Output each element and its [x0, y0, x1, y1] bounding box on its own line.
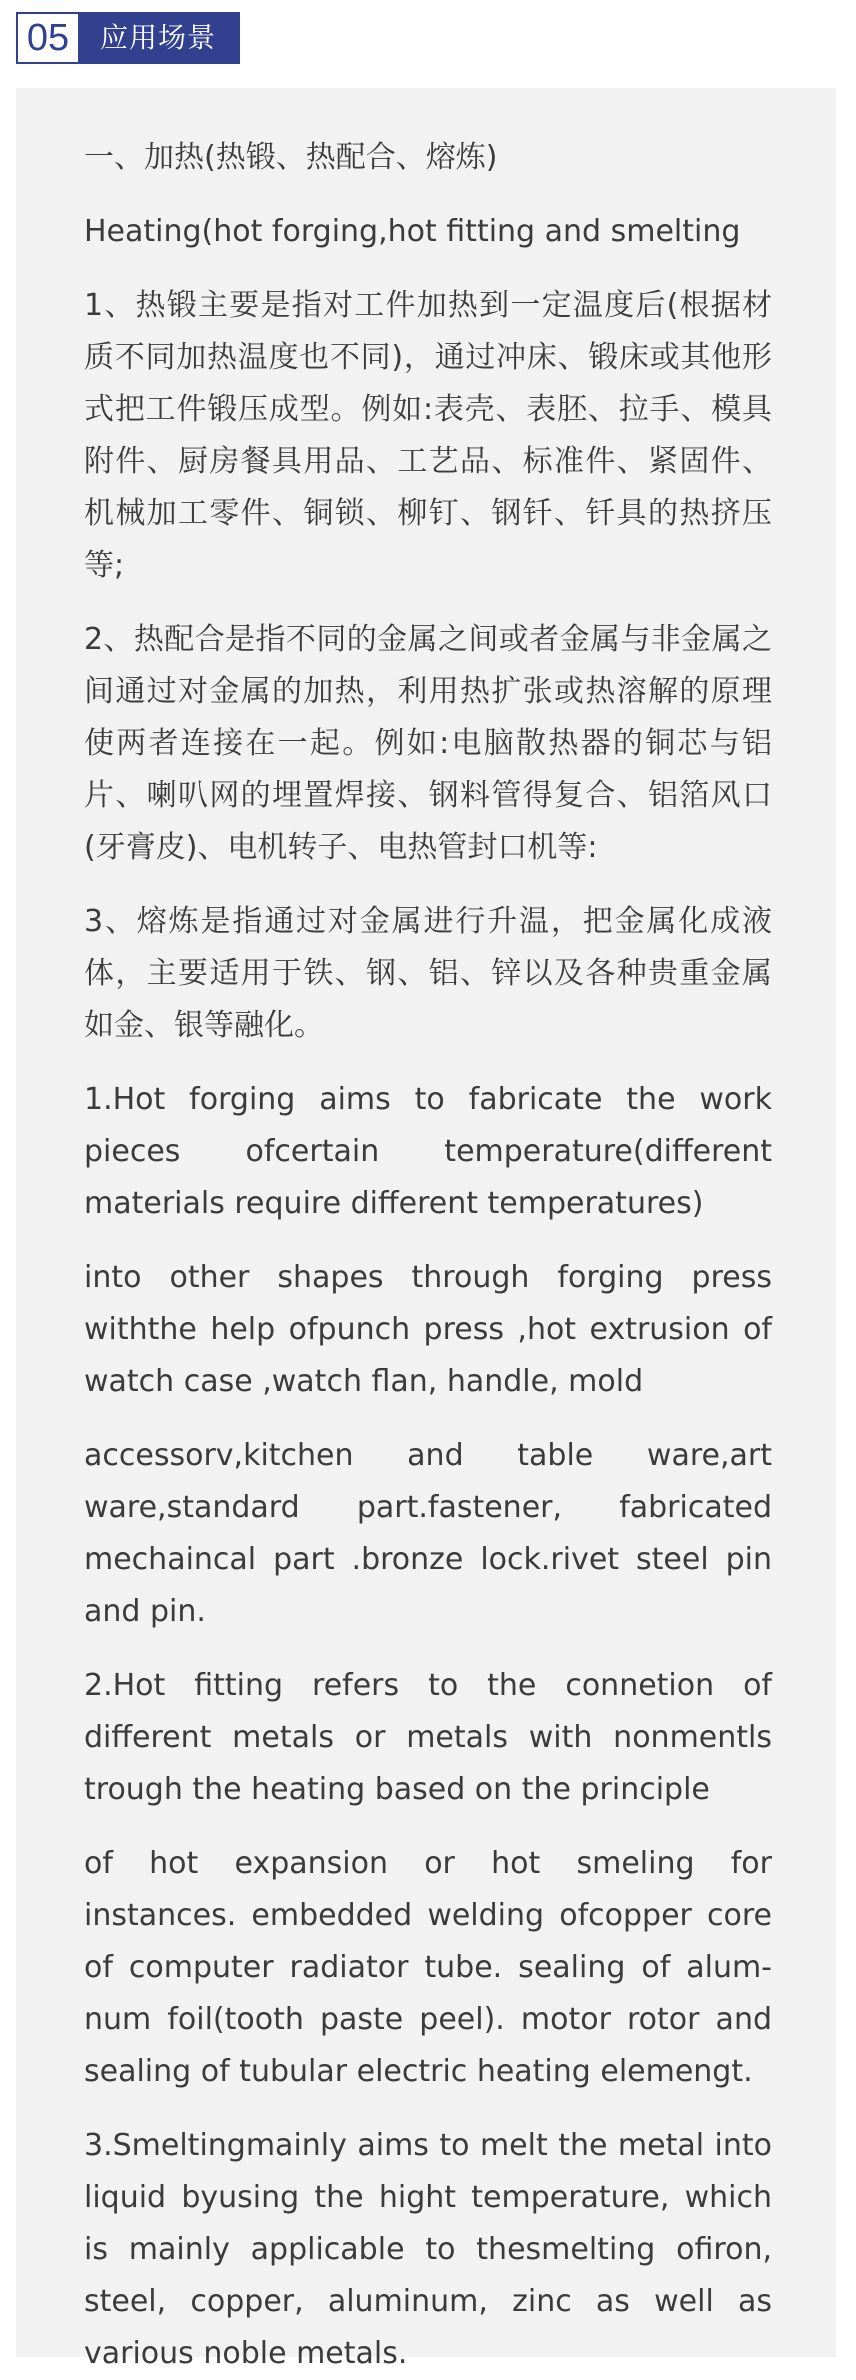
paragraph-hot-fitting-en-1: 2.Hot fitting refers to the connetion of different metals or metals with nonmentls trough the heating based on the principle: [84, 1668, 772, 1807]
paragraph-smelting-en: 3.Smeltingmainly aims to melt the metal into liquid byusing the hight temperature, which is mainly applicable to thesmelting ofiron, steel, copper, aluminum, zinc as well as various noble metals.: [84, 2128, 772, 2371]
content-panel: [16, 88, 836, 2371]
section-header: [16, 12, 240, 64]
paragraph-hot-fitting-cn: 2、热配合是指不同的金属之间或者金属与非金属之间通过对金属的加热，利用热扩张或热溶解的原理使两者连接在一起。例如:电脑散热器的铜芯与铝片、喇叭网的埋置焊接、钢料管得复合、铝箔风口(牙膏皮)、电机转子、电热管封口机等:: [84, 622, 772, 865]
section-number: 05: [16, 12, 80, 64]
paragraph-hot-forging-en-1: 1.Hot forging aims to fabricate the work pieces ofcertain temperature(different materials require different temperatures): [84, 1082, 772, 1221]
paragraph-smelting-cn: 3、熔炼是指通过对金属进行升温，把金属化成液体，主要适用于铁、钢、铝、锌以及各种贵重金属如金、银等融化。: [84, 904, 772, 1043]
paragraph-hot-forging-en-3: accessorv,kitchen and table ware,art ware,standard part.fastener, fabricated mechaincal part .bronze lock.rivet steel pin and pin.: [84, 1438, 772, 1629]
section-title: 应用场景: [80, 12, 240, 64]
heading-heating-en: Heating(hot forging,hot fitting and smelting: [84, 214, 741, 249]
paragraph-hot-forging-en-2: into other shapes through forging press withthe help ofpunch press ,hot extrusion of watch case ,watch flan, handle, mold: [84, 1260, 772, 1399]
paragraph-hot-fitting-en-2: of hot expansion or hot smeling for instances. embedded welding ofcopper core of computer radiator tube. sealing of alum-num foil(tooth paste peel). motor rotor and sealing of tubular electric heating elemengt.: [84, 1846, 772, 2089]
paragraph-hot-forging-cn: 1、热锻主要是指对工件加热到一定温度后(根据材质不同加热温度也不同)，通过冲床、锻床或其他形式把工件锻压成型。例如:表壳、表胚、拉手、模具附件、厨房餐具用品、工艺品、标准件、紧固件、机械加工零件、铜锁、柳钉、钢钎、钎具的热挤压等;: [84, 288, 772, 583]
heading-heating-cn: 一、加热(热锻、热配合、熔炼): [84, 140, 498, 175]
